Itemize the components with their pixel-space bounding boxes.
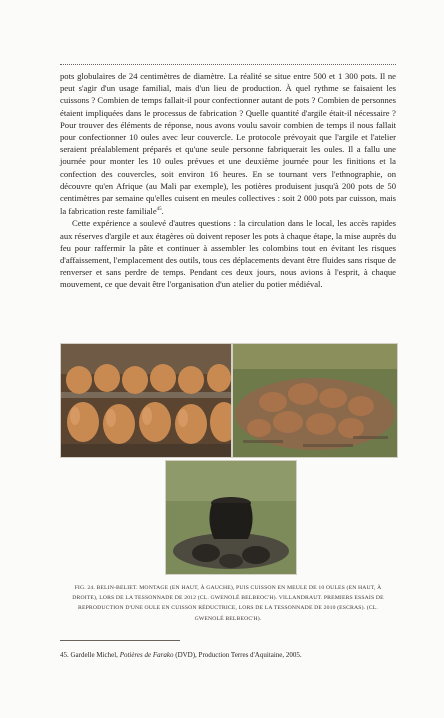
photo-reduction-firing — [165, 460, 297, 575]
body-text — [60, 70, 396, 291]
footnote-reference[interactable]: 45 — [156, 207, 162, 213]
photo-pot-firing — [232, 343, 398, 458]
photo-pot-montage-image — [61, 344, 231, 457]
footnote-45 — [60, 651, 396, 660]
paragraph-2: Cette expérience a soulevé d'autres questions : la circulation dans le local, les accès rapides aux réserves d'argile et aux étagères où doivent reposer les pots à chaque étape, la mise auprès du feu pour raffermir la pâte et continuer à assembler les colombins tout en évitant les risques d'affaissement, l'emplacement des outils, tous ces déplacements devant être fluides sans risque de renverser et sans perdre de temps. Pendant ces deux jours, nous avions à l'esprit, à chaque mouvement, ce que devait être l'organisation d'un atelier du potier médiéval. — [60, 218, 396, 290]
footnote-number: 45. — [60, 651, 69, 659]
photo-reduction-firing-image — [166, 461, 296, 574]
footnote-title: Potières de Farako — [119, 651, 174, 659]
photo-pot-firing-image — [233, 344, 397, 457]
photo-pot-montage — [60, 343, 232, 458]
paragraph-1-text: pots globulaires de 24 centimètres de diamètre. La réalité se situe entre 500 et 1 300 pots. Il ne peut s'agir d'un usage familial, mais d'un lieu de production. À quel rythme se faisaient les cuissons ? Combien de temps fallait-il pour confectionner autant de pots ? Combien de personnes étaient impliquées dans le processus de fabrication ? Quelle quantité d'argile était-il nécessaire ? Pour trouver des éléments de réponse, nous avons voulu savoir combien de temps il nous fallait pour confectionner 10 oules avec leur couvercle. Le protocole prévoyait que l'argile et l'atelier seraient préalablement préparés et qu'une seule personne fabriquerait les oules. Il a fallu une journée pour monter les 10 oules prévues et une deuxième journée pour les finitions et la confection des couvercles, soit environ 16 heures. En se tournant vers l'ethnographie, on découvre qu'en Afrique (au Mali par exemple), les potières produisent jusqu'à 200 pots de 50 centimètres par semaine qu'elles cuisent en meules collectives : soit 2 000 pots par cuisson, mais la fabrication reste familiale — [60, 71, 396, 217]
figure-caption: FIG. 24. BELIN-BELIET. MONTAGE (EN HAUT, À GAUCHE), PUIS CUISSON EN MEULE DE 10 OULES (EN HAUT, À DROITE), LORS DE LA TESSONNADE DE 2012 (CL. GWENOLÉ BELBEOC'H). VILLANDRAUT. PREMIERS ESSAIS DE REPRODUCTION D'UNE OULE EN CUISSON RÉDUCTRICE, LORS DE LA TESSONNADE DE 2010 (ESCRAS). (CL. GWENOLÉ BELBEOC'H). — [72, 585, 384, 622]
footnote-divider — [60, 640, 180, 641]
footnote-rest: (DVD), Production Terres d'Aquitaine, 2005. — [175, 651, 302, 659]
top-divider — [60, 64, 396, 65]
footnote-author: Gardelle Michel, — [70, 651, 118, 659]
paragraph-1: pots globulaires de 24 centimètres de diamètre. La réalité se situe entre 500 et 1 300 pots. Il ne peut s'agir d'un usage familial, mais d'un lieu de production. À quel rythme se faisaient les cuissons ? Combien de temps fallait-il pour confectionner autant de pots ? Combien de personnes étaient impliquées dans le processus de fabrication ? Quelle quantité d'argile était-il nécessaire ? Pour trouver des éléments de réponse, nous avons voulu savoir combien de temps il nous fallait pour confectionner 10 oules avec leur couvercle. Le protocole prévoyait que l'argile et l'atelier seraient préalablement préparés et qu'une seule personne fabriquerait les oules. Il a fallu une journée pour monter les 10 oules prévues et une deuxième journée pour les finitions et la confection des couvercles, soit environ 16 heures. En se tournant vers l'ethnographie, on découvre qu'en Afrique (au Mali par exemple), les potières produisent jusqu'à 200 pots de 50 centimètres par semaine qu'elles cuisent en meules collectives : soit 2 000 pots par cuisson, mais la fabrication reste familiale$^{45}$. — [60, 71, 396, 217]
